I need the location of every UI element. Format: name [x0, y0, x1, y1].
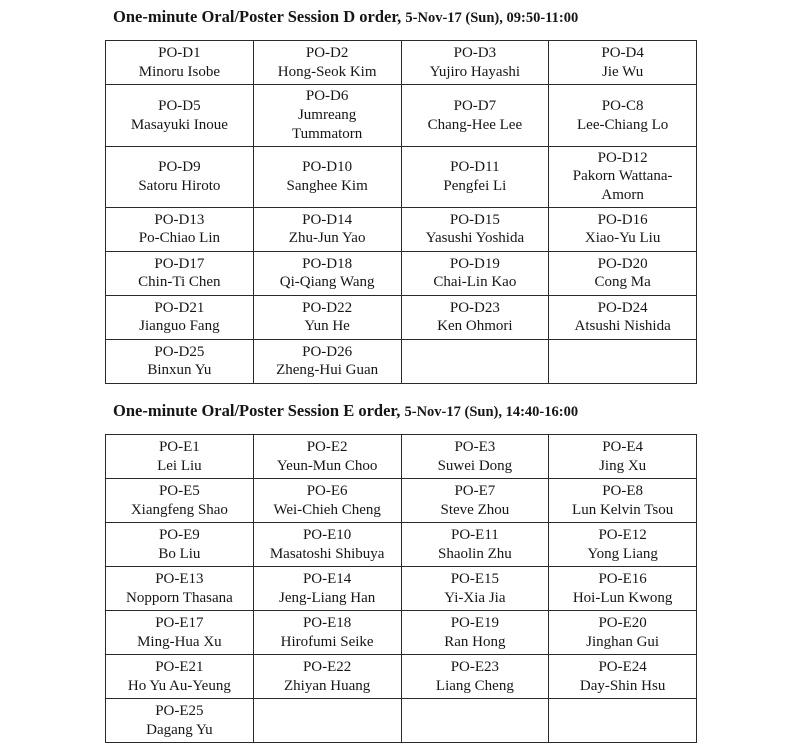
paper-id: PO-D6 [305, 88, 349, 105]
paper-id: PO-D25 [154, 343, 205, 360]
presenter-name: Jianguo Fang [139, 318, 220, 335]
paper-id: PO-E24 [598, 659, 647, 676]
presenter-name: Nopporn Thasana [125, 589, 233, 606]
presenter-name: Zhu-Jun Yao [288, 230, 366, 247]
presenter-name: Po-Chiao Lin [138, 230, 220, 247]
session-cell [549, 146, 697, 207]
paper-id: PO-D23 [449, 299, 500, 316]
paper-id: PO-D22 [302, 299, 353, 316]
presenter-name: Suwei Dong [437, 457, 513, 474]
table-row [106, 85, 697, 146]
paper-id: PO-C8 [601, 97, 644, 114]
session-cell [401, 523, 549, 567]
session-d-title-main: One-minute Oral/Poster Session D order, [113, 7, 402, 26]
session-d-table [105, 40, 697, 384]
paper-id: PO-D19 [449, 255, 500, 272]
session-cell [106, 207, 254, 251]
table-row [106, 479, 697, 523]
presenter-name: Lun Kelvin Tsou [572, 501, 674, 518]
empty-cell [401, 339, 549, 383]
presenter-name: Minoru Isobe [138, 63, 220, 80]
session-cell [549, 85, 697, 146]
empty-cell [549, 699, 697, 743]
session-cell [549, 655, 697, 699]
session-cell [401, 567, 549, 611]
presenter-name: Yujiro Hayashi [429, 63, 521, 80]
session-cell [106, 295, 254, 339]
session-e-table [105, 434, 697, 743]
presenter-name: Satoru Hiroto [138, 177, 221, 194]
session-cell [106, 251, 254, 295]
presenter-name: Yong Liang [587, 545, 658, 562]
paper-id: PO-E14 [302, 571, 352, 588]
paper-id: PO-D24 [597, 299, 648, 316]
session-cell [106, 655, 254, 699]
presenter-name: Xiao-Yu Liu [584, 230, 661, 247]
presenter-name: Chin-Ti Chen [138, 274, 221, 291]
paper-id: PO-D14 [302, 211, 353, 228]
program-content [105, 0, 697, 743]
paper-id: PO-E11 [450, 527, 499, 544]
paper-id: PO-E20 [598, 615, 647, 632]
session-cell [253, 41, 401, 85]
session-cell [549, 611, 697, 655]
session-cell [253, 339, 401, 383]
presenter-name: Jeng-Liang Han [279, 589, 376, 606]
session-cell [253, 479, 401, 523]
paper-id: PO-E25 [155, 703, 204, 720]
session-cell [549, 523, 697, 567]
session-d-title-time: 5-Nov-17 (Sun), 09:50-11:00 [405, 10, 579, 26]
paper-id: PO-E2 [306, 439, 348, 456]
session-d-title [113, 0, 697, 27]
empty-cell [401, 699, 549, 743]
paper-id: PO-D26 [302, 343, 353, 360]
paper-id: PO-D21 [154, 299, 205, 316]
paper-id: PO-D12 [597, 149, 648, 166]
table-row [106, 207, 697, 251]
session-cell [401, 146, 549, 207]
paper-id: PO-D5 [158, 97, 201, 114]
presenter-name: Pakorn Wattana-Amorn [572, 168, 673, 204]
session-cell [106, 85, 254, 146]
session-cell [253, 85, 401, 146]
presenter-name: Atsushi Nishida [574, 318, 671, 335]
session-cell [401, 295, 549, 339]
session-cell [253, 567, 401, 611]
session-e-title-main: One-minute Oral/Poster Session E order, [113, 400, 401, 420]
paper-id: PO-E13 [155, 571, 204, 588]
paper-id: PO-E7 [454, 483, 496, 500]
table-row [106, 435, 697, 479]
session-e-title [113, 401, 697, 421]
paper-id: PO-D7 [453, 97, 497, 114]
session-cell [253, 523, 401, 567]
presenter-name: Steve Zhou [440, 501, 510, 518]
paper-id: PO-D4 [601, 45, 644, 62]
paper-id: PO-D11 [450, 159, 500, 176]
presenter-name: Bo Liu [158, 545, 201, 562]
presenter-name: Hong-Seok Kim [277, 63, 377, 80]
session-e-title-time: 5-Nov-17 (Sun), 14:40-16:00 [404, 403, 579, 420]
session-cell [401, 655, 549, 699]
session-cell [106, 523, 254, 567]
empty-cell [253, 699, 401, 743]
table-row [106, 567, 697, 611]
table-row [106, 523, 697, 567]
table-row [106, 295, 697, 339]
table-row [106, 699, 697, 743]
presenter-name: Pengfei Li [443, 177, 507, 194]
presenter-name: Chai-Lin Kao [433, 274, 517, 291]
paper-id: PO-E9 [158, 527, 200, 544]
presenter-name: Yun He [304, 318, 350, 335]
session-cell [253, 207, 401, 251]
paper-id: PO-D2 [305, 45, 349, 62]
session-cell [253, 146, 401, 207]
presenter-name: Qi-Qiang Wang [279, 274, 375, 291]
empty-cell [549, 339, 697, 383]
paper-id: PO-E8 [602, 483, 644, 500]
presenter-name: Jie Wu [602, 63, 644, 80]
paper-id: PO-E21 [155, 659, 204, 676]
session-cell [549, 435, 697, 479]
session-cell [549, 207, 697, 251]
presenter-name: Ran Hong [444, 633, 506, 650]
session-cell [549, 41, 697, 85]
session-cell [401, 41, 549, 85]
paper-id: PO-E15 [450, 571, 500, 588]
paper-id: PO-E4 [602, 439, 644, 456]
presenter-name: Yeun-Mun Choo [276, 457, 378, 474]
session-cell [401, 251, 549, 295]
paper-id: PO-D20 [597, 255, 648, 272]
table-row [106, 251, 697, 295]
session-cell [549, 567, 697, 611]
session-cell [106, 567, 254, 611]
paper-id: PO-D16 [597, 211, 648, 228]
presenter-name: Masatoshi Shibuya [269, 545, 385, 562]
presenter-name: Yi-Xia Jia [444, 589, 506, 606]
presenter-name: Binxun Yu [147, 362, 212, 379]
presenter-name: Wei-Chieh Cheng [273, 501, 381, 518]
presenter-name: Zheng-Hui Guan [276, 362, 379, 379]
session-d-section [105, 0, 697, 384]
presenter-name: Jing Xu [599, 457, 647, 474]
session-cell [253, 611, 401, 655]
session-e-section [105, 401, 697, 743]
session-cell [401, 435, 549, 479]
session-cell [253, 655, 401, 699]
session-cell [106, 479, 254, 523]
session-cell [549, 251, 697, 295]
presenter-name: Yasushi Yoshida [425, 230, 525, 247]
session-cell [106, 339, 254, 383]
session-cell [401, 85, 549, 146]
paper-id: PO-D9 [158, 159, 201, 176]
presenter-name: Shaolin Zhu [438, 545, 512, 562]
table-row [106, 339, 697, 383]
presenter-name: Dagang Yu [146, 721, 213, 738]
presenter-name: Ho Yu Au-Yeung [127, 677, 231, 694]
session-cell [106, 146, 254, 207]
session-cell [549, 479, 697, 523]
presenter-name: Jinghan Gui [586, 633, 660, 650]
presenter-name: Lei Liu [157, 457, 202, 474]
presenter-name: Hoi-Lun Kwong [572, 589, 673, 606]
session-cell [106, 699, 254, 743]
session-cell [401, 611, 549, 655]
presenter-name: Hirofumi Seike [280, 633, 374, 650]
presenter-name: Ken Ohmori [437, 318, 513, 335]
session-cell [106, 41, 254, 85]
paper-id: PO-E5 [158, 483, 200, 500]
presenter-name: Jumreang Tummatorn [291, 107, 363, 142]
paper-id: PO-E12 [598, 527, 647, 544]
session-cell [106, 611, 254, 655]
session-cell [253, 435, 401, 479]
paper-id: PO-E6 [306, 483, 348, 500]
paper-id: PO-E23 [450, 659, 500, 676]
presenter-name: Day-Shin Hsu [579, 677, 666, 694]
paper-id: PO-D1 [158, 45, 201, 62]
presenter-name: Xiangfeng Shao [130, 501, 228, 518]
presenter-name: Sanghee Kim [286, 177, 368, 194]
paper-id: PO-E1 [158, 439, 200, 456]
table-row [106, 146, 697, 207]
session-cell [106, 435, 254, 479]
session-cell [401, 479, 549, 523]
table-row [106, 41, 697, 85]
paper-id: PO-E22 [302, 659, 352, 676]
session-cell [401, 207, 549, 251]
presenter-name: Cong Ma [594, 274, 651, 291]
presenter-name: Lee-Chiang Lo [577, 116, 669, 133]
presenter-name: Masayuki Inoue [130, 116, 228, 133]
paper-id: PO-E17 [155, 615, 204, 632]
paper-id: PO-D17 [154, 255, 205, 272]
paper-id: PO-D15 [449, 211, 500, 228]
paper-id: PO-E10 [302, 527, 352, 544]
table-row [106, 655, 697, 699]
paper-id: PO-E16 [598, 571, 647, 588]
paper-id: PO-D13 [154, 211, 205, 228]
presenter-name: Chang-Hee Lee [427, 116, 523, 133]
presenter-name: Liang Cheng [435, 677, 514, 694]
session-cell [253, 295, 401, 339]
paper-id: PO-D10 [302, 159, 353, 176]
paper-id: PO-E18 [302, 615, 352, 632]
paper-id: PO-E19 [450, 615, 500, 632]
paper-id: PO-E3 [454, 439, 496, 456]
session-cell [549, 295, 697, 339]
table-row [106, 611, 697, 655]
session-cell [253, 251, 401, 295]
presenter-name: Ming-Hua Xu [137, 633, 222, 650]
paper-id: PO-D18 [302, 255, 353, 272]
presenter-name: Zhiyan Huang [284, 677, 371, 694]
paper-id: PO-D3 [453, 45, 497, 62]
